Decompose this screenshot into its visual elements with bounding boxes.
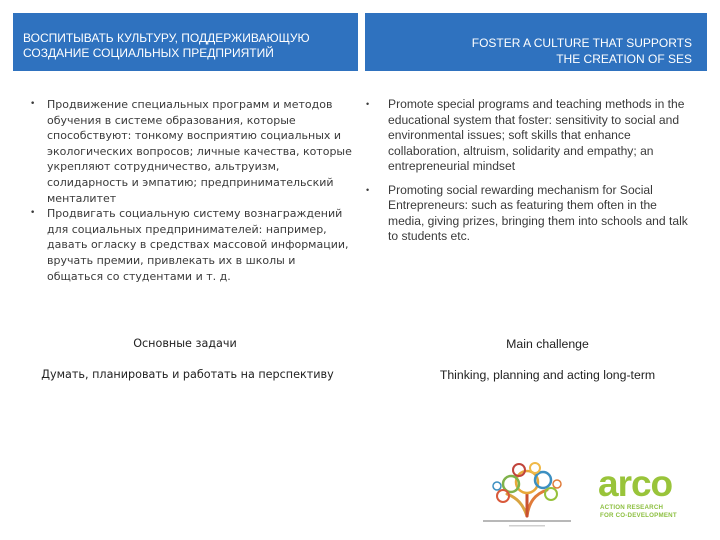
bullet-icon: • <box>30 208 36 219</box>
en-bullet-text: Promote special programs and teaching methods in the educational system that foster: sensitivity to social and environmental issues; soft skills that enhance collaboration, altruism, solidarity and empathy; an entrepreneurial mindset <box>388 97 685 173</box>
ru-bullet-list <box>30 97 355 284</box>
ru-challenge-heading: Основные задачи <box>133 337 237 350</box>
ru-bullet-text: Продвигать социальную систему вознаграждений для социальных предпринимателей: например, давать огласку в средствах массовой информации, вручать премии, привлекать их в школы и общаться со студентами и т. д. <box>47 207 349 283</box>
en-bullet-list <box>366 97 696 245</box>
bullet-icon: • <box>30 99 36 109</box>
ru-bullet-item <box>30 97 355 206</box>
en-challenge-text: Thinking, planning and acting long-term <box>439 368 656 382</box>
arco-logo-subtitle <box>600 504 677 519</box>
arco-logo-line1: ACTION RESEARCH <box>600 504 664 511</box>
arco-logo <box>598 465 690 527</box>
ru-header-banner <box>13 13 358 71</box>
en-header-banner <box>365 13 707 71</box>
arco-logo-wordmark: arco <box>598 463 673 504</box>
en-challenge-heading: Main challenge <box>506 337 589 351</box>
ru-header-title: ВОСПИТЫВАТЬ КУЛЬТУРУ, ПОДДЕРЖИВАЮЩУЮ СОЗДАНИЕ СОЦИАЛЬНЫХ ПРЕДПРИЯТИЙ <box>23 31 310 60</box>
ru-challenge-text: Думать, планировать и работать на перспективу <box>41 368 334 381</box>
tree-logo-icon <box>477 458 577 530</box>
bullet-icon: • <box>366 99 370 109</box>
ru-bullet-text: Продвижение специальных программ и методов обучения в системе образования, которые способствуют: тонкому восприятию социальных и экологических вопросов; личные качества, которые укрепляют сотрудничество, альтруизм, солидарность и эмпатию; предпринимательский менталитет <box>47 98 352 205</box>
arco-logo-line2: FOR CO-DEVELOPMENT <box>600 511 677 519</box>
en-bullet-item <box>366 183 696 245</box>
en-header-title-line2: THE CREATION OF SES <box>556 52 692 66</box>
en-bullet-text: Promoting social rewarding mechanism for Social Entrepreneurs: such as featuring them often in the media, giving prizes, bringing them into schools and talk to students etc. <box>388 182 688 243</box>
en-bullet-item <box>366 97 696 175</box>
ru-bullet-item <box>30 206 355 284</box>
en-header-title-line1: FOSTER A CULTURE THAT SUPPORTS <box>471 36 692 50</box>
bullet-icon: • <box>366 184 370 195</box>
